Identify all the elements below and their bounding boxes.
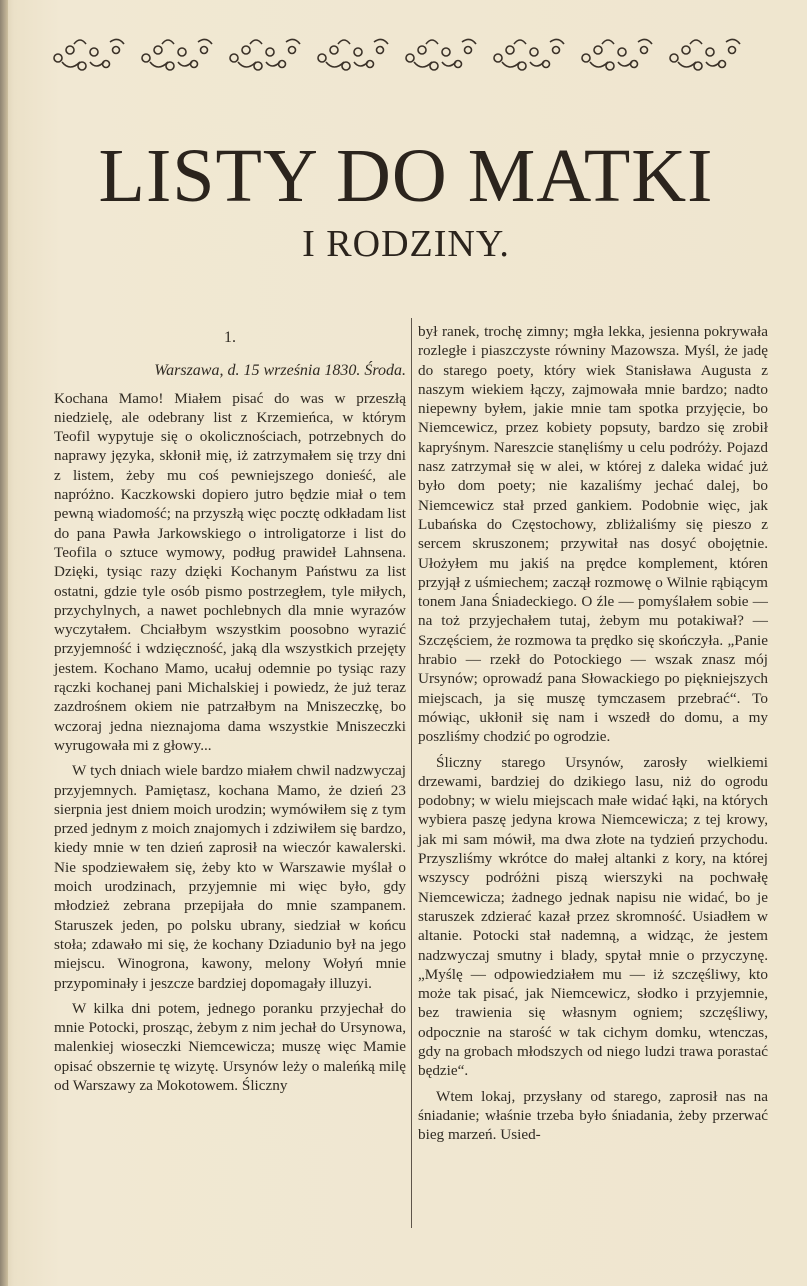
paragraph: Kochana Mamo! Miałem pisać do was w przeszłą niedzielę, ale odebrany list z Krzemieńca, w którym Teofil wypytuje się o okolicznościach, potrzebnych do naprawy języka, skłonił mię, iż zatrzymałem się trzy dni z listem, żeby mu coś pewniejszego donieść, ale napróżno. Kaczkowski dopiero jutro będzie miał o tem pewną wiadomość; na przyszłą więc pocztę odkładam list do pana Pawła Jarkowskiego o introligatorze i list do Teofila o sztuce wymowy, podług prawideł Lahnsena. Dzięki, tysiąc razy dzięki Kochanym Państwu za list ostatni, gdzie tyle osób pismo postrzegłem, tyle miłych, przychylnych, a nawet pochlebnych dla mnie wyrazów wyczytałem. Chciałbym wszystkim poosobno wyrazić przyjemność i wdzięczność, jaką dla wszystkich przejęty jestem. Kochano Mamo, ucałuj odemnie po tysiąc razy rączki kochanej pani Michalskiej i powiedz, że już teraz zazdrośnem okiem nie patrzałbym na Mniszeczkę, bo wczoraj jedna nieznajoma dama wszystkie Mniszeczki wyrugowała mi z głowy...	[54, 389, 406, 754]
column-divider	[411, 318, 412, 1228]
paragraph: W tych dniach wiele bardzo miałem chwil nadzwyczaj przyjemnych. Pamiętasz, kochana Mamo, że dzień 23 sierpnia jest dniem moich urodzin; wymówiłem się z tym przed jednym z moich znajomych i zdziwiłem się bardzo, kiedy mnie w ten dzień zaprosił na wieczór kawalerski. Nie spodziewałem się, żeby kto w Warszawie myślał o moich urodzinach, przyjemnie mi więc było, gdy młodzież zebrana przepijała do mnie szampanem. Staruszek jeden, po polsku ubrany, siedział w końcu stoła; zdawało mi się, że kochany Dziadunio był na jego miejscu. Winogrona, kawony, melony Wołyń mnie przypominały i jeszcze bardziej dopomagały illuzyi.	[54, 762, 406, 992]
dateline: Warszawa, d. 15 września 1830. Środa.	[154, 362, 406, 380]
page-subtitle: I RODZINY.	[302, 223, 510, 265]
ornament-icon	[50, 28, 762, 86]
page-title: LISTY DO MATKI	[98, 134, 714, 218]
paragraph: Wtem lokaj, przysłany od starego, zaprosił nas na śniadanie; właśnie trzeba było śniadania, żeby przerwać bieg marzeń. Usied-	[418, 1087, 768, 1144]
floral-ornament-band	[50, 28, 762, 86]
paragraph: był ranek, trochę zimny; mgła lekka, jesienna pokrywała rozległe i piaszczyste równiny Mazowsza. Myśl, że jadę do starego poety, który wiek Stanisława Augusta z naszym wiekiem łączy, zajmowała mnie bardzo; nadto niepewny byłem, jakie mnie tam spotka przyjęcie, bo Niemcewicz, przez kobiety popsuty, bardzo się zrobił kapryśnym. Nareszcie stanęliśmy u celu podróży. Pojazd nasz zatrzymał się w alei, w której z daleka widać już było dom poety; nie kazaliśmy jechać dalej, bo Niemcewicz stał przed gankiem. Podobnie więc, jak Lubańska do Częstochowy, zbliżaliśmy się pieszo z sercem skruszonem; przywitał nas dosyć obojętnie. Ułożyłem mu jakiś na prędce komplement, któren przyjął z uśmiechem; zaczął rozmowę o Wilnie rąbiącym tonem Jana Śniadeckiego. O źle — pomyślałem sobie — na toż przyjechałem tutaj, żebym mu potakiwał? — Szczęściem, że rozmowa ta prędko się skończyła. „Panie hrabio — rzekł do Potockiego — wszak znasz mój Ursynów; oprowadź pana Słowackiego po piękniejszych miejscach, ja się muszę tymczasem przebrać“. To mówiąc, ukłonił się nam i wszedł do domu, a my poszliśmy chodzić po ogrodzie.	[418, 323, 768, 746]
book-spine	[0, 0, 8, 1286]
paragraph: Śliczny starego Ursynów, zarosły wielkiemi drzewami, bardziej do dzikiego lasu, niż do ogrodu podobny; w wielu miejscach małe widać łąki, na których wybiera paszę jedyna krowa Niemcewicza; z tej krowy, jak mi sam mówił, ma dwa złote na tydzień przychodu. Przyszliśmy wkrótce do małej altanki z kory, na której wszyscy podróżni piszą wierszyki na pochwałę Niemcewicza; żadnego jednak napisu nie widać, bo je staruszek zdzierać kazał przez skromność. Usiadłem w altanie. Potocki stał nademną, a widząc, że jestem nadzwyczaj smutny i blady, spytał mnie o przyczynę. „Myślę — odpowiedziałem mu — iż szczęśliwy, kto może tak pisać, jak Niemcewicz, słodko i przyjemnie, bez trawienia się własnym ogniem; szczęśliwy, odpocznie na starość w tak cichym domku, wtenczas, gdy na grobach młodszych od niego ludzi trawa porastać będzie“.	[418, 753, 768, 1080]
letter-number: 1.	[224, 329, 236, 346]
paragraph: W kilka dni potem, jednego poranku przyjechał do mnie Potocki, prosząc, żebym z nim jechał do Ursynowa, malenkiej wioseczki Niemcewicza; muszę więc Mamie opisać obszernie tę wizytę. Ursynów leży o maleńką milę od Warszawy za Mokotowem. Śliczny	[54, 999, 406, 1094]
right-column	[418, 322, 768, 1150]
left-column	[54, 318, 406, 1101]
